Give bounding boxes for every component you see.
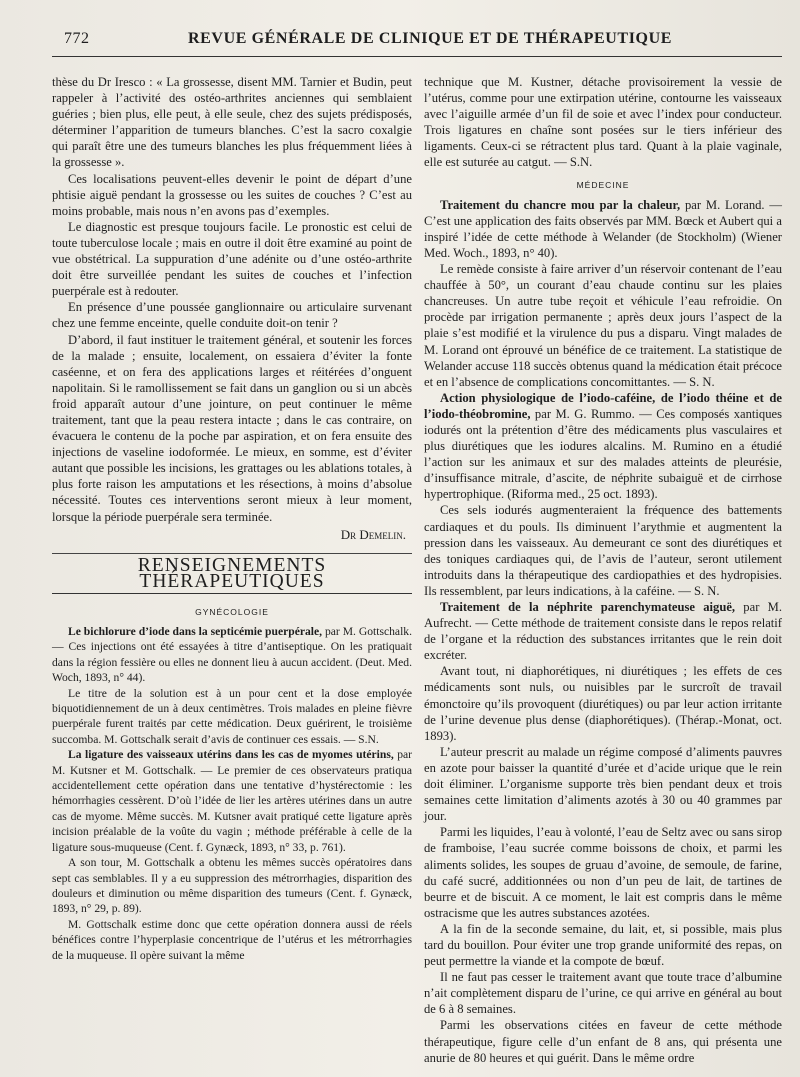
paragraph: Le diagnostic est presque toujours facile. Le pronostic est celui de toute tuberculose locale ; mais en outre il doit être examiné au point de vue obstétrical. La suppuration d’une adénite ou d’une ostéo-arthrite doit être surveillée pendant les suites de couches et l’infection puerpérale est à redouter.	[52, 219, 412, 299]
article-lead: Action physiologique de l’iodo-caféine, de l’iodo théine et de l’iodo-théobromine,	[424, 390, 782, 421]
article-body: par M. G. Rummo. — Ces composés xantiques iodurés ont la prétention d’être des médicaments plus vasculaires et plus diurétiques que les iodures alcalins. M. Rumino en a étudié l’action sur les animaux et sur des malades atteints de pleurésie, d’insuffisance mitrale, d’ascite, de néphrite subaiguë et de cirrhose hypertrophique. (Riforma med., 25 oct. 1893).	[424, 406, 782, 502]
paragraph: En présence d’une poussée ganglionnaire ou articulaire survenant chez une femme enceinte, quelle conduite doit-on tenir ?	[52, 300, 412, 331]
paragraph: A son tour, M. Gottschalk a obtenu les mêmes succès opératoires dans sept cas semblables. Il y a eu suppression des métrorrhagies, disparition des douleurs et diminution ou même disparition des tumeurs (Cent. f. Gynæck, 1893, n° 29, p. 89).	[52, 856, 412, 916]
section-title: RENSEIGNEMENTS THÉRAPEUTIQUES	[52, 553, 412, 594]
subsection-heading: MÉDECINE	[576, 179, 630, 190]
article-ligature	[52, 747, 412, 963]
right-column	[424, 74, 782, 1066]
paragraph: Parmi les liquides, l’eau à volonté, l’eau de Seltz avec ou sans sirop de framboise, l’eau sucrée comme boissons de choix, et parmi les aliments solides, les soupes de gruau d’avoine, de semoule, de farine, du café sucré, additionnées ou non d’un peu de lait, de tartines de beurre et de biscuit. A ce moment, le lait est compris dans le même ostracisme que les autres substances azotées.	[424, 825, 782, 920]
article-body: par M. Aufrecht. — Cette méthode de traitement consiste dans le repos relatif de l’organe et la réduction des substances irritantes que le rein doit excréter.	[424, 600, 782, 663]
paragraph: thèse du Dr Iresco : « La grossesse, disent MM. Tarnier et Budin, peut rappeler à l’activité des ostéo-arthrites anciennes qui semblaient guéries ; bien plus, elle peut, à elle seule, chez des sujets prédisposés, déterminer l’apparition de tumeurs blanches. C’est la sacro coxalgie qui paraît être une des tumeurs blanches les plus fréquemment liées à la grossesse ».	[52, 75, 412, 170]
article-lead: La ligature des vaisseaux utérins dans les cas de myomes utérins,	[68, 748, 394, 762]
page-number: 772	[64, 30, 90, 47]
paragraph: Parmi les observations citées en faveur de cette méthode thérapeutique, figure celle d’un enfant de 8 ans, qui présenta une anurie de 80 heures et qui guérit. Dans le même ordre	[424, 1018, 782, 1065]
paragraph: Le titre de la solution est à un pour cent et la dose employée biquotidiennement de un à deux centimètres. Trois malades en pleine fièvre puerpérale furent traités par cette médication. Deux guérirent, le troisième succomba. M. Gottschalk serait d’avis de continuer ces essais. — S.N.	[52, 686, 412, 746]
subsection-heading: GYNÉCOLOGIE	[195, 606, 269, 617]
article-lead: Le bichlorure d’iode dans la septicémie puerpérale,	[68, 625, 323, 638]
paragraph: Ces sels iodurés augmenteraient la fréquence des battements cardiaques et du pouls. Ils diminuent l’arythmie et augmentent la pression dans les vaisseaux. Au demeurant ce sont des diurétiques et des toniques cardiaques qui, de l’avis de l’auteur, seront utilement introduits dans la thérapeutique des cardiopathies et des hydropisies. Ils ressemblent, par leurs indications, à la caféine. — S. N.	[424, 503, 782, 598]
page-header	[52, 22, 782, 57]
paragraph: A la fin de la seconde semaine, du lait, et, si possible, mais plus tard du bouillon. Pour éviter une trop grande uniformité des repas, on peut permettre la viande et la compote de bœuf.	[424, 921, 782, 969]
paragraph: Ces localisations peuvent-elles devenir le point de départ d’une phtisie aiguë pendant la grossesse ou les suites de couches ? C’est au moins probable, mais nous n’en avons pas d’exemples.	[52, 171, 412, 218]
article-lead: Traitement du chancre mou par la chaleur,	[440, 197, 681, 212]
article-body: par M. Lorand. — C’est une application des faits observés par MM. Bœck et Aubert qui a inspiré l’idée de cette méthode à Welander (de Stockholm) (Wiener Med. Woch., 1893, n° 40).	[424, 197, 782, 260]
article-lead: Traitement de la néphrite parenchymateuse aiguë,	[440, 600, 736, 614]
article-gottschalk	[52, 624, 412, 747]
left-column	[52, 74, 412, 963]
paragraph: Le remède consiste à faire arriver d’un réservoir contenant de l’eau chauffée à 50°, un courant d’eau chaude continu sur les plaies chancreuses. Un autre tube reçoit et véhicule l’eau refroidie. On procède par irrigation permanente ; après deux jours l’aspect de la plaie s’est modifié et la virulence du pus a disparu. Vingt malades de M. Lorand ont éprouvé un bénéfice de ce traitement. La statistique de Welander accuse 118 succès obtenus quand la médication était précoce et en l’absence de complications concomittantes. — S. N.	[424, 262, 782, 389]
paragraph: M. Gottschalk estime donc que cette opération donnera aussi de réels bénéfices contre l’hyperplasie concentrique de l’utérus et les métrorrhagies de la muqueuse. Il opère suivant la même	[52, 917, 412, 962]
running-title: REVUE GÉNÉRALE DE CLINIQUE ET DE THÉRAPEUTIQUE	[188, 30, 672, 47]
author-signature: Dr Demelin.	[340, 526, 406, 542]
article-body: par M. Kutsner et M. Gottschalk. — Le premier de ces observateurs pratiqua accidentellement cette opération dans une tentative d’hystérectomie : les hémorrhagies cessèrent. D’où l’idée de lier les artères utérines dans un autre cas de myome. Même succès. M. Kutsner avait pratiqué cette ligature après incision préalable de la voûte du vagin ; méthode préférable à celle de la ligature sous-muqueuse (Cent. f. Gynæck, 1893, n° 33, p. 761).	[52, 748, 413, 854]
paragraph: Il ne faut pas cesser le traitement avant que toute trace d’albumine n’ait complètement disparu de l’urine, ce qui arrive en général au bout de 6 à 8 semaines.	[424, 970, 782, 1017]
paragraph: Avant tout, ni diaphorétiques, ni diurétiques ; les effets de ces médicaments sont nuls, ou nuisibles par le surcroît de travail émonctoire qu’ils provoquent (diurétiques) ou par leur action irritante de l’urine devenue plus dense (diaphorétiques). (Thérap.-Monat, oct. 1893).	[424, 664, 782, 743]
article-body: par M. Gottschalk. — Ces injections ont été essayées à titre d’antiseptique. On les pratiquait dans la région fessière ou elles ne donnent lieu à aucun accident. (Deut. Med. Woch, 1893, n° 44).	[52, 625, 412, 685]
paragraph: technique que M. Kustner, détache provisoirement la vessie de l’utérus, comme pour une extirpation utérine, contourne les vaisseaux avec l’aiguille armée d’un fil de soie et avec l’index pour conducteur. Trois ligatures en chaîne sont posées sur le tiers inférieur des ligaments. Ceux-ci se rétractent plus tard. Quant à la plaie vaginale, elle est suturée au catgut. — S.N.	[424, 75, 782, 170]
paragraph: L’auteur prescrit au malade un régime composé d’aliments pauvres en azote pour baisser la quantité d’urée et d’acide urique que le rein doit éliminer. L’organisme supporte très bien pendant deux et trois semaines cette limitation d’aliments azotés à 30 ou 40 grammes par jour.	[424, 744, 782, 824]
paragraph: D’abord, il faut instituer le traitement général, et soutenir les forces de la malade ; ensuite, localement, on essaiera d’éviter la fonte caséenne, et on fera des applications larges et réitérées d’onguent napolitain. Si le ramollissement se fait dans un ganglion ou si un abcès froid apparaît autour d’une jointure, on peut continuer le même traitement, tant que la peau restera intacte ; dans le cas contraire, on évacuera le contenu de la poche par aspiration, et on fera ensuite des injections de vaseline iodoformée. Le mieux, en somme, est d’éviter autant que possible les incisions, les grattages ou les ablations totales, à plus forte raison les amputations et les résections, à moins d’absolue nécessité. Toutes ces interventions seront mieux à leur moment, lorsque la période puerpérale sera terminée.	[52, 332, 412, 524]
